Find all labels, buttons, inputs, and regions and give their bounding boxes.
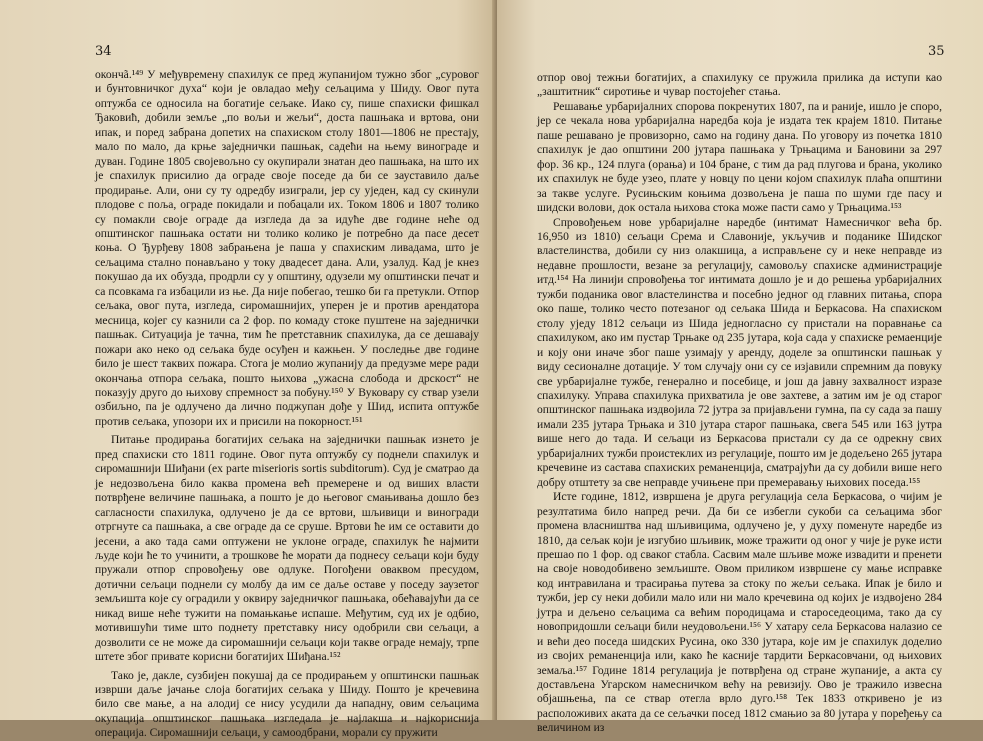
paragraph: Решавање урбаријалних спорова покренутих 1807, па и раније, ишло је споро, јер се чекала нова урбаријална наредба која је издата тек крајем 1810. Питање паше решавано је провизорно, само на годину дана. По уговору из почетка 1810 спахилук је дао општини 200 јутара пашњака у Трњацима и Бановини за 297 фор. 36 кр., 124 плуга (орања) и 104 бране, с тим да рад плугова и брана, уколико их спахилук не буде узео, плате у новцу по цени којом спахилук плаћа општини за такве услуге. Русињским коњима дозвољена је паша по шуми где пасу и шидски волови, док остала њихова стока може пасти само у Трњацима.¹⁵³ [537,99,942,215]
right-page-text [537,71,942,736]
paragraph: Тако је, дакле, сузбијен покушај да се продирањем у општински пашњак изврши даље јачање слоја богатијих сељака у Шиду. Пошто је кречевина било све мање, а на алодиј се нису усудили да нападну, овим сељацима окупација општинског пашњака изгледала је најлакша и најкориснија операција. Сиромашнији сељаци, у самоодбрани, морали су пружити [95,668,479,740]
paragraph: окончã.¹⁴⁹ У међувремену спахилук се пред жупанијом тужно због „суровог и бунтовничког духа“ који је овладао међу сељацима у Шиду. Овог пута оптужба се односила на богатије сељаке. Иако су, пише спахиски фишкал Ђаковић, добили земље „по вољи и жељи“, доста пашњака и вртова, они ипак, и поред забрана допетих на спахиском столу 1801—1806 не престају, мало по мало, да крње заједнички пашњак, садећи на њему винограде и дуван. Године 1805 својевољно су окупирали знатан део пашњака, на што их је спахилук присилио да ограде своје поседе да би се зауставило даље продирање. Али, они су ту одредбу изиграли, јер су уједен, кад су скинули плодове с поља, ограде покидали и побацали их. Током 1806 и 1807 толико су помакли своје ограде да изгледа да за идуће две године неће од општинског пашњака остати ни толико колико је потребно да пасе десет коња. О Ђурђеву 1808 забрањена је паша у спахиским ливадама, што је сељацима стално понављано у току двадесет дана. Али, узалуд. Кад је кнез покушао да их обузда, продрли су у општину, одузели му општински печат и са псовкама га избацили из ње. Да није побегао, тешко би га претукли. Отпор сељака, овог пута, изгледа, сиромашнијих, уперен је и против арендатора месница, којег су казнили са 2 фор. по комаду стоке пуштене на заједнички пашњак. Ситуација је тачна, тим ће претставник спахилука, да се дешавају пожари ако неко од сељака буде осуђен и кажњен. У последње две године било је шест таквих пожара. Стога је молио жупанију да предузме мере ради окончања отпора сељака, пошто њихова „ужасна слобода и дрскост“ не показују друго до њихову спремност за побуну.¹⁵⁰ У Вуковару су ствар узели озбиљно, па је одлучено да лично поджупан дође у Шид, испита оптужбе против сељака, упозори их и присили на покорност.¹⁵¹ [95,68,480,428]
page-number-right: 35 [928,44,945,59]
paragraph: Исте године, 1812, извршена је друга регулација села Беркасова, о чијим је резултатима било напред речи. Да би се избегли сукоби са сељацима због промена власништва над шљивицима, одлучено је, у духу поменуте наредбе из 1810, да сељак који је изгубио шљивик, може тражити од оног у чије је руке исти прешао по 1 фор. од сваког стабла. Сасвим мале шљиве може извадити и пренети на своје новодобивено земљиште. Овом приликом извршене су мање исправке код интравилана и трасирања путева за стоку по жељи сељака. Ипак је било и тужби, јер су неки добили мало или ни мало кречевина од којих је издвојено 284 јутра и дељено сељацима са већим породицама и староседеоцима, тако да су новопридошли сељаци били неудовољени.¹⁵⁶ У хатару села Беркасова налазио се и већи део поседа шидских Русина, око 330 јутара, које им је спахилук доделио из својих реманенција или, како ће касније тардити Беркасовчани, од њихових земаља.¹⁵⁷ Године 1814 регулација је потврђена од стране жупаније, а акта су достављена Угарском намесничком већу на ревизију. Ово је тражило извесна објашњења, па се ствар отегла врло дуго.¹⁵⁸ Тек 1833 откривено је из расположивих аката да се сељачки посед 1812 смањио за 80 јутара у поређењу са величином из [537,490,942,735]
right-page [497,0,983,735]
paragraph: отпор овој тежњи богатијих, а спахилуку се пружила прилика да иступи као „заштитник“ сиротиње и чувар постојећег стања. [537,71,942,99]
paragraph: Питање продирања богатијих сељака на заједнички пашњак изнето је пред спахиски сто 1811 године. Овог пута оптужбу су поднели спахилук и сиромашнији Шиђани (ex parte miserioris sortis subditorum). Суд је сматрао да је недозвољена било каква промена већ премерене и од виших власти потврђене величине пашњака, а пошто је до његовог смањивања дошло без сагласности спахилука, одлучено је да се вртови, шљивици и виногради отргнуте са пашњака, а све ограде да се сруше. Вртови ће им се оставити до јесени, а ако тада сами оптужени не уклоне ограде, спахилук ће најмити људе који ће то учинити, а трошкове ће морати да поднесу сељаци који буду пружали отпор спровођењу ове одлуке. Погођени оваквом пресудом, дотични сељаци поднели су молбу да им се даље оставе у поседу заузетог земљишта које су оградили у оквиру заједничког пашњака, обећавајући да се никад више неће тужити на помањкање испаше. Међутим, суд их је одбио, мотивишући тиме што поднету претставку нису одобрили сви сељаци, а дозволити се не може да сиромашнији сељаци који такве ограде немају, трпе штете због привате корисни богатијих Шиђана.¹⁵² [95,433,479,664]
paragraph: Спровођењем нове урбаријалне наредбе (интимат Намесничког већа бр. 16,950 из 1810) сељаци Срема и Славоније, укључив и поданике Шидског властелинства, добили су низ олакшица, а исправљене су и неке неправде из недавне прошлости, везане за регулацију, самовољу спахиске администрације итд.¹⁵⁴ На линији спровођења тог интимата дошло је и до решења урбаријалних тужби поданика овог властелинства и посебно једног од главних питања, спора око паше, толико често потезаног од сељака Шида и Беркасова. На спахиском столу уједу 1812 сељаци из Шида једногласно су пристали на поравнање са спахилуком, ако им пустар Трњаке од 235 јутара, која сада у спахиске ремаенције и коју они иначе због паше узимају у аренду, доделе за општински пашњак у виду сесионалне дотације. У том случају они су се изјавили спремним да повуку све урбаријалне тужбе, генерално и посебице, и још да јавну захвалност изразе спахилуку. Управа спахилука прихватила је ове захтеве, а затим им је од старог општинског пашњака издвојила 72 јутра за пријављени гумна, па су сада за пашу имали 235 јутара Трњака и 310 јутара старог пашњака, свега 545 или 163 јутра више него до тада. И сељаци из Беркасова пристали су да се одрекну свих урбаријалних тужби проистеклих из регулације, пошто им је додељено 265 јутара кречевине из састава спахиских реманенција, сматрајући да су добили више него добру отштету за све неправде учињене при премеравању њихових поседа.¹⁵⁵ [537,215,942,489]
page-number-left: 34 [95,44,112,59]
left-page-text [95,68,479,741]
